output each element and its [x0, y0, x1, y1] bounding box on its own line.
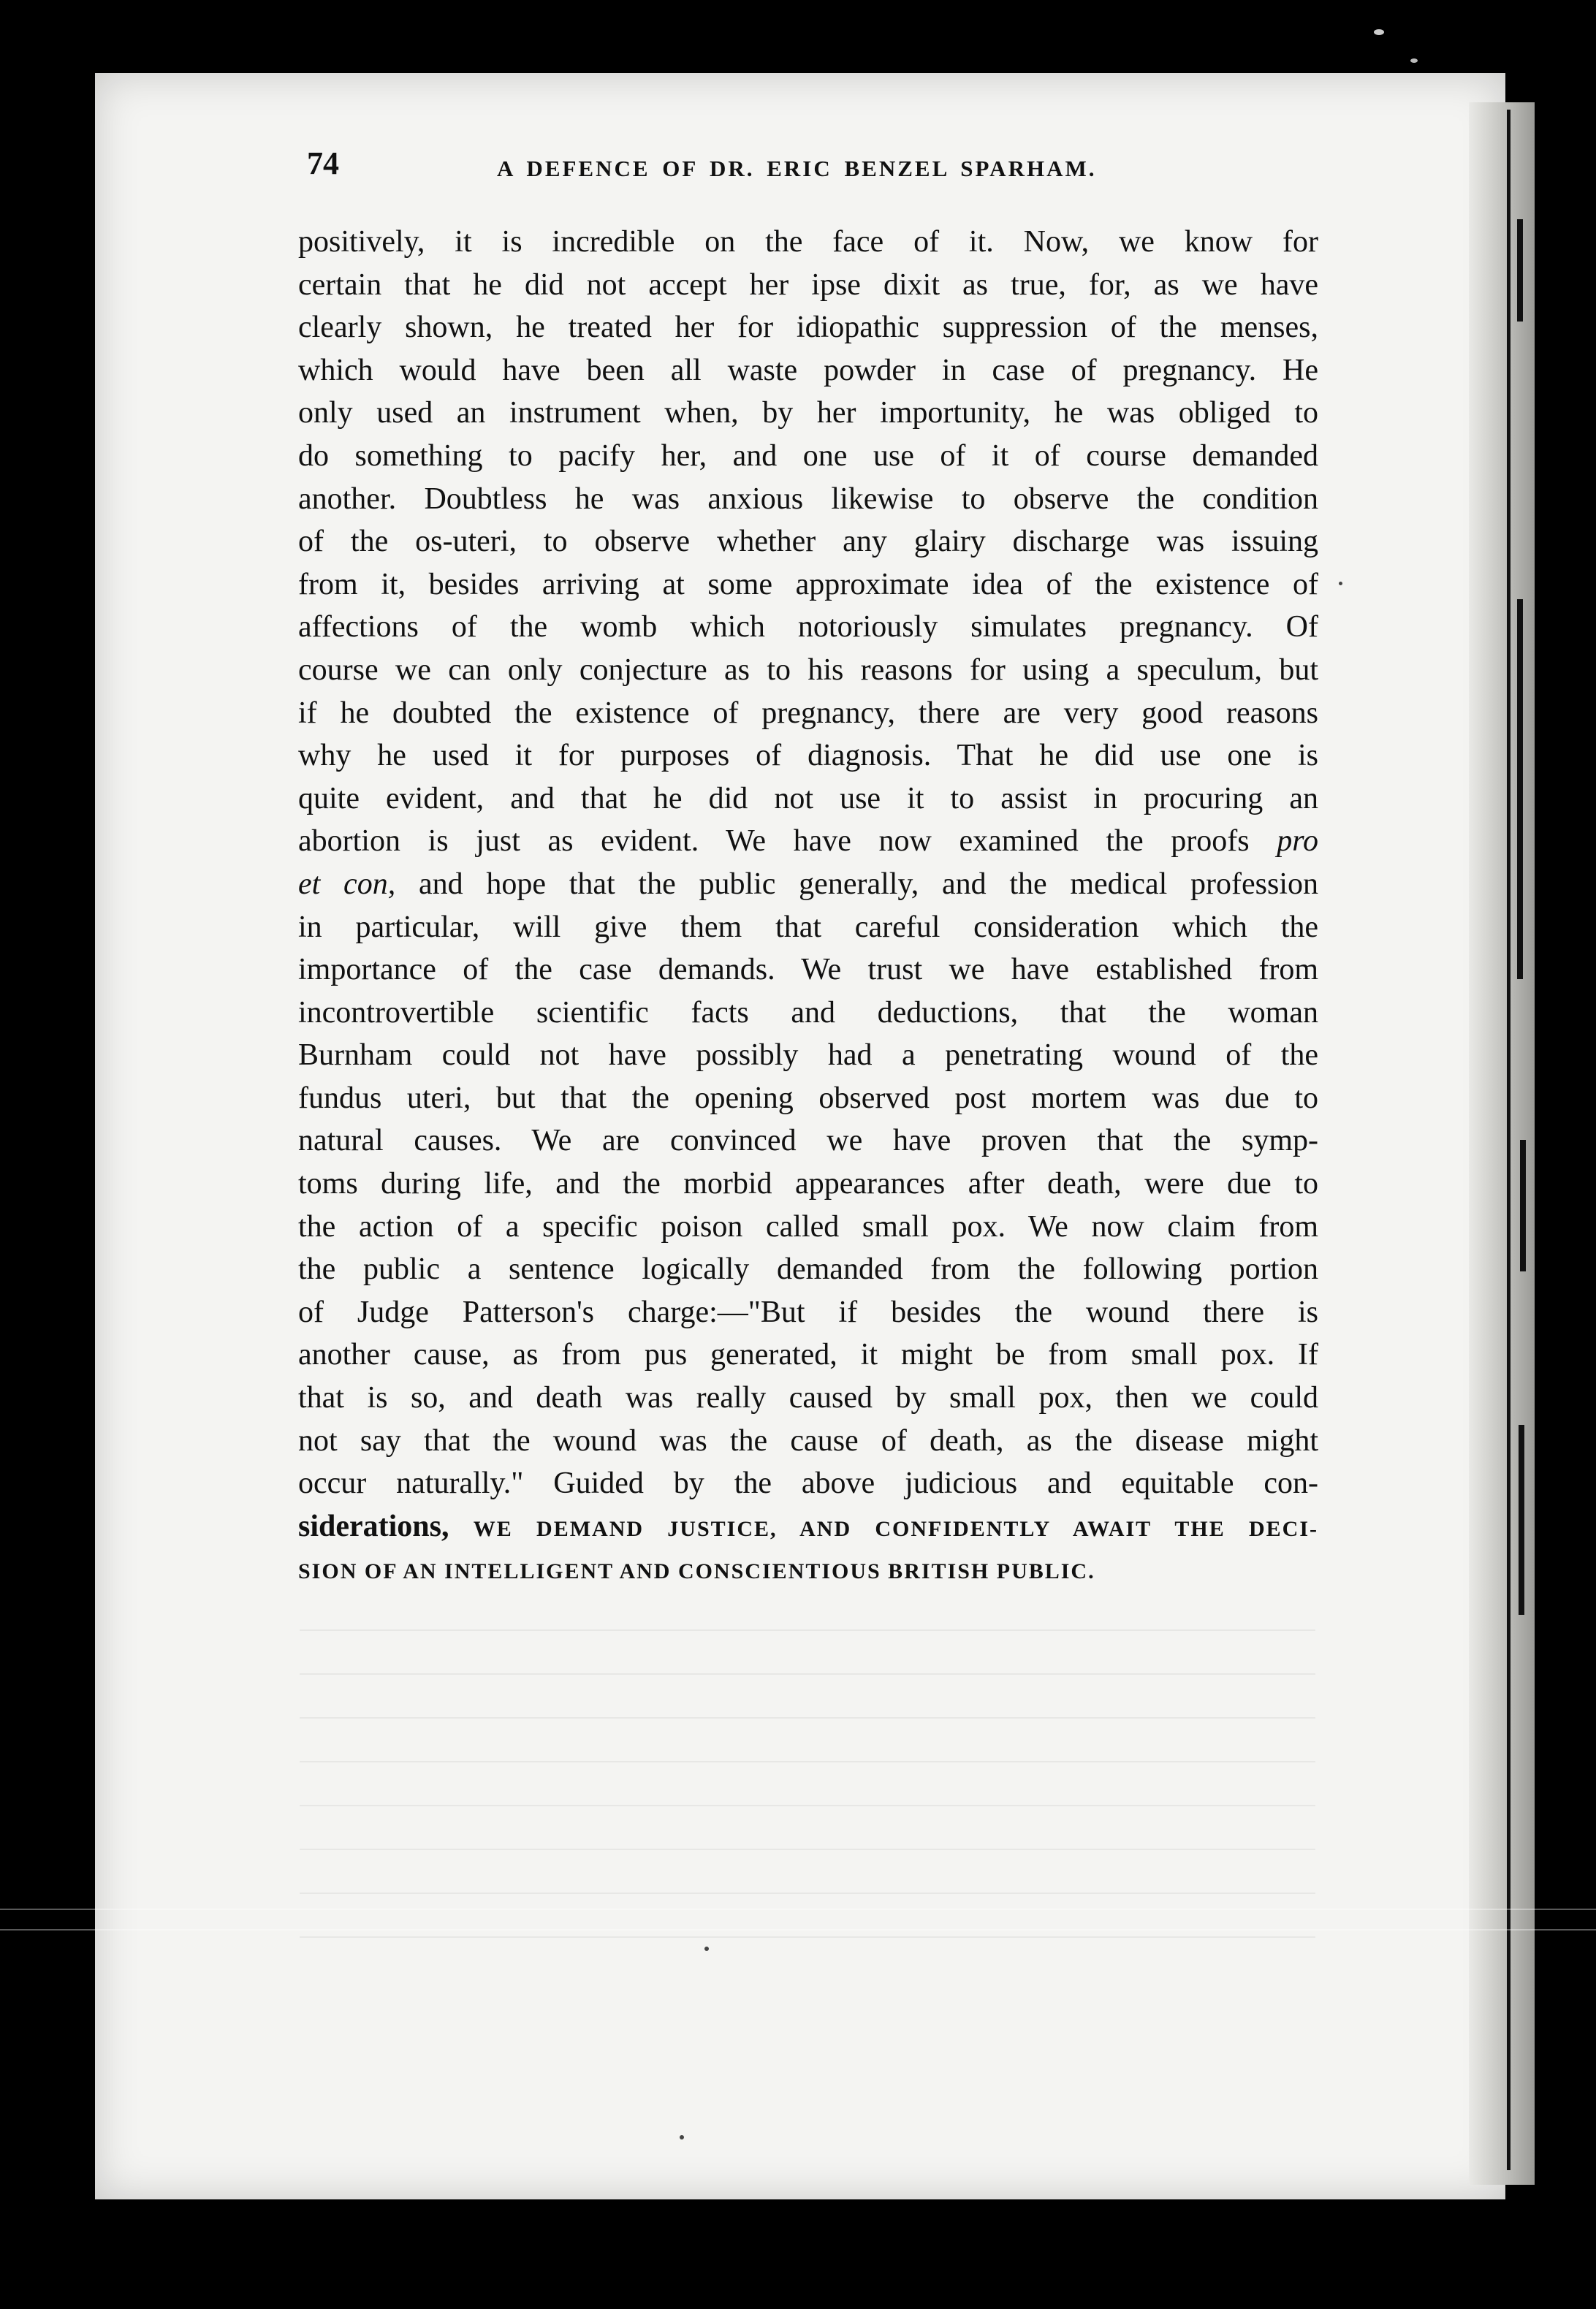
text-line [298, 820, 1318, 863]
text-line: the action of a specific poison called small pox. We now claim from [298, 1209, 1318, 1244]
text-line: do something to pacify her, and one use of it of course demanded [298, 438, 1318, 473]
text-span: siderations, [298, 1509, 449, 1543]
italic-latin: pro [1277, 824, 1319, 859]
text-line: Burnham could not have possibly had a penetrating wound of the [298, 1038, 1318, 1073]
bleed-through [300, 1849, 1315, 1850]
text-line: from it, besides arriving at some approximate idea of the existence of [298, 567, 1318, 601]
text-line: incontrovertible scientific facts and deductions, that the woman [298, 995, 1318, 1030]
text-line: only used an instrument when, by her importunity, he was obliged to [298, 396, 1318, 430]
running-title: A DEFENCE OF DR. ERIC BENZEL SPARHAM. [497, 156, 1097, 181]
text-line [298, 1505, 1318, 1548]
text-line: of Judge Patterson's charge:—"But if besides the wound there is [298, 1295, 1318, 1329]
speck [704, 1947, 709, 1951]
edge-line [1507, 110, 1510, 2170]
bleed-through [300, 1761, 1315, 1762]
text-line: natural causes. We are convinced we have proven that the symp- [298, 1124, 1318, 1158]
body-text [298, 221, 1318, 1591]
edge-line [1517, 599, 1523, 979]
speck [1410, 58, 1418, 63]
bleed-through [300, 1629, 1315, 1631]
text-line: occur naturally." Guided by the above judicious and equitable con- [298, 1467, 1318, 1501]
text-line: toms during life, and the morbid appearances after death, were due to [298, 1167, 1318, 1201]
text-line [298, 1548, 1318, 1591]
bleed-through [300, 1936, 1315, 1938]
edge-line [1517, 219, 1523, 322]
text-line: another cause, as from pus generated, it might be from small pox. If [298, 1338, 1318, 1372]
edge-line [1519, 1425, 1524, 1615]
scan-line [0, 1929, 1596, 1930]
text-line: affections of the womb which notoriously simulates pregnancy. Of [298, 610, 1318, 644]
text-line: the public a sentence logically demanded from the following portion [298, 1252, 1318, 1287]
text-span: and hope that the public generally, and the medical profession [395, 867, 1319, 901]
edge-line [1520, 1140, 1526, 1271]
text-span: abortion is just as evident. We have now examined the proofs [298, 824, 1250, 859]
text-line: importance of the case demands. We trust we have established from [298, 953, 1318, 987]
scan-line [0, 1909, 1596, 1910]
text-line: quite evident, and that he did not use it to assist in procuring an [298, 781, 1318, 815]
text-line [298, 863, 1318, 906]
text-line: which would have been all waste powder in case of pregnancy. He [298, 353, 1318, 387]
text-line: that is so, and death was really caused by small pox, then we could [298, 1381, 1318, 1415]
text-line: of the os-uteri, to observe whether any glairy discharge was issuing [298, 525, 1318, 559]
text-line: why he used it for purposes of diagnosis. That he did use one is [298, 739, 1318, 773]
text-line: in particular, will give them that careful consideration which the [298, 910, 1318, 944]
bleed-through [300, 1805, 1315, 1806]
bleed-through [300, 1893, 1315, 1894]
text-line: another. Doubtless he was anxious likewise to observe the condition [298, 482, 1318, 516]
text-line: course we can only conjecture as to his reasons for using a speculum, but [298, 653, 1318, 687]
bleed-through [300, 1673, 1315, 1675]
speck [1339, 582, 1342, 585]
text-line: certain that he did not accept her ipse dixit as true, for, as we have [298, 267, 1318, 302]
speck [680, 2135, 684, 2139]
speck [1374, 29, 1384, 35]
small-caps-text: WE DEMAND JUSTICE, AND CONFIDENTLY AWAIT THE DECI- [473, 1516, 1318, 1541]
text-line: if he doubted the existence of pregnancy, there are very good reasons [298, 696, 1318, 730]
bleed-through [300, 1717, 1315, 1719]
text-line: not say that the wound was the cause of death, as the disease might [298, 1423, 1318, 1458]
page-number: 74 [307, 145, 339, 181]
text-line: clearly shown, he treated her for idiopathic suppression of the menses, [298, 311, 1318, 345]
text-line: fundus uteri, but that the opening observed post mortem was due to [298, 1081, 1318, 1115]
text-line: positively, it is incredible on the face of it. Now, we know for [298, 225, 1318, 259]
small-caps-text: SION OF AN INTELLIGENT AND CONSCIENTIOUS BRITISH PUBLIC. [298, 1559, 1095, 1584]
italic-latin: et con, [298, 867, 396, 901]
